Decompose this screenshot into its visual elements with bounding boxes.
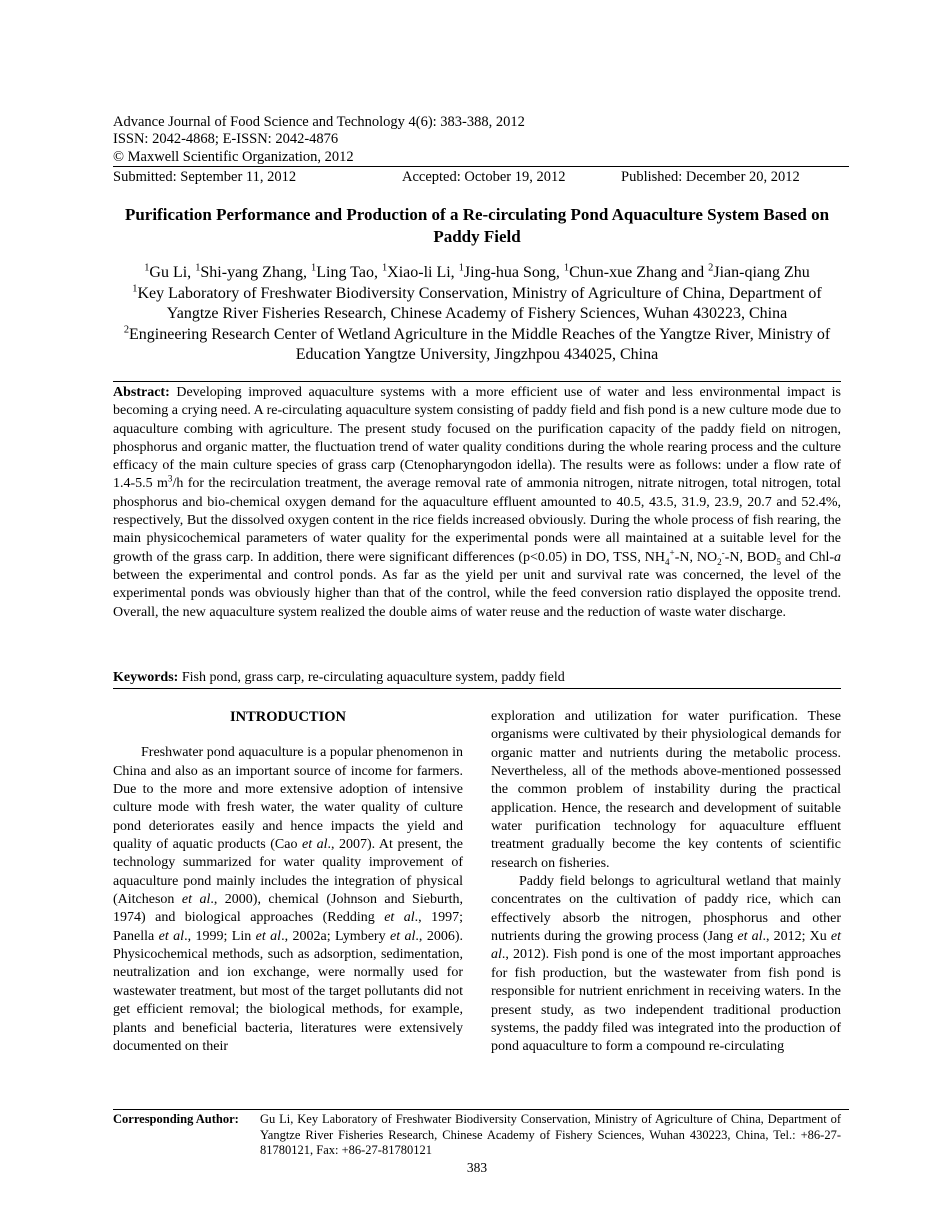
keywords: Keywords: Fish pond, grass carp, re-circulating aquaculture system, paddy field xyxy=(113,670,565,685)
section-heading-introduction: INTRODUCTION xyxy=(229,709,346,725)
published-date: Published: December 20, 2012 xyxy=(621,169,800,185)
submitted-date: Submitted: September 11, 2012 xyxy=(113,169,297,185)
corresponding-author xyxy=(113,1112,841,1159)
footer-rule xyxy=(113,1109,849,1110)
affiliation-2: $^2$Engineering Research Center of Wetland Agriculture in the Middle Reaches of the Yangtze River, Ministry of Education Yangtze University, Jingzhpou 434025, China xyxy=(123,324,831,363)
journal-name: Advance Journal of Food Science and Technology 4(6): 383-388, 2012 xyxy=(113,114,525,130)
intro-paragraph-1-continued: exploration and utilization for water purification. These organisms were cultivated by their physiological demands for organic matter and nutrients during the metabolic process. Nevertheless, all of the methods above-mentioned possessed the common problem of instability during the practical application. Hence, the research and development of suitable water purification technology for aquaculture effluent treatment gradually become the key contents of scientific research on fisheries. xyxy=(491,709,841,871)
author-list: $^1$Gu Li, $^1$Shi-yang Zhang, $^1$Ling Tao, $^1$Xiao-li Li, $^1$Jing-hua Song, $^1$Chun-xue Zhang and $^2$Jian-qiang Zhu xyxy=(144,262,810,281)
accepted-date: Accepted: October 19, 2012 xyxy=(402,169,566,185)
left-column xyxy=(113,708,463,1056)
intro-paragraph-2: Paddy field belongs to agricultural wetland that mainly concentrates on the cultivation of paddy rice, which can effectively absorb the nitrogen, phosphorus and other nutrients during the growing process (Jang et al., 2012; Xu et al., 2012). Fish pond is one of the most important approaches for fish production, but the wastewater from fish pond is responsible for nutrient enrichment in receiving waters. In the present study, as two independent traditional production systems, the paddy filed was integrated into the production of pond aquaculture to form a compound re-circulating xyxy=(491,874,842,1055)
abstract-top-rule xyxy=(113,381,841,382)
header-rule xyxy=(113,166,849,167)
corresponding-author-label: Corresponding Author: xyxy=(113,1112,239,1126)
page-number: 383 xyxy=(466,1160,488,1175)
abstract: Abstract: Developing improved aquaculture systems with a more efficient use of water and less environmental impact is becoming a crying need. A re-circulating aquaculture system consisting of paddy field and fish pond is a new culture mode due to aquaculture combing with agriculture. The present study focused on the purification capacity of the paddy field on nitrogen, phosphorus and organic matter, the fluctuation trend of water quality conditions during the whole rearing process and the culture efficacy of the main culture species of grass carp (Ctenopharyngodon idella). The results were as follows: under a flow rate of 1.4-5.5 $m^3/h$ for the recirculation treatment, the average removal rate of ammonia nitrogen, nitrate nitrogen, total nitrogen, total phosphorus and bio-chemical oxygen demand for the aquaculture effluent amounted to 40.5, 43.5, 31.9, 23.9, 20.7 and 52.4%, respectively, But the dissolved oxygen content in the rice fields increased obviously. During the whole process of fish rearing, the main physicochemical parameters of water quality for the experimental ponds were all maintained at a suitable level for the growth of the grass carp. In addition, there were significant differences (p<0.05) in DO, TSS, $NH_4^+-N$, $NO_2^--N$, $BOD_5$ and Chl-a between the experimental and control ponds. As far as the yield per unit and survival rate was concerned, the level of the experimental ponds was obviously higher than that of the control, while the feed conversion ratio displayed the opposite trend. Overall, the new aquaculture system realized the double aims of water reuse and the reduction of waste water discharge. xyxy=(113,385,842,620)
paper-title: Purification Performance and Production of a Re-circulating Pond Aquaculture System Based on Paddy Field xyxy=(124,205,830,246)
corresponding-author-text: Gu Li, Key Laboratory of Freshwater Biodiversity Conservation, Ministry of Agriculture of China, Department of Yangtze River Fisheries Research, Chinese Academy of Fishery Sciences, Wuhan 430223, China, Tel.: +86-27-81780121, Fax: +86-27-81780121 xyxy=(260,1112,841,1157)
keywords-rule xyxy=(113,688,841,689)
issn: ISSN: 2042-4868; E-ISSN: 2042-4876 xyxy=(113,131,339,147)
affiliation-1: $^1$Key Laboratory of Freshwater Biodiversity Conservation, Ministry of Agriculture of China, Department of Yangtze River Fisheries Research, Chinese Academy of Fishery Sciences, Wuhan 430223, China xyxy=(132,283,822,322)
right-column xyxy=(491,708,841,1057)
intro-paragraph-1: Freshwater pond aquaculture is a popular phenomenon in China and also as an important source of income for farmers. Due to the more and more extensive adoption of intensive culture mode with fresh water, the water quality of culture pond deteriorates easily and hence impacts the yield and quality of aquatic products (Cao et al., 2007). At present, the technology summarized for water quality improvement of aquaculture pond mainly includes the integration of physical (Aitcheson et al., 2000), chemical (Johnson and Sieburth, 1974) and biological approaches (Redding et al., 1997; Panella et al., 1999; Lin et al., 2002a; Lymbery et al., 2006). Physicochemical methods, such as adsorption, sedimentation, neutralization and ion exchange, were normally used for wastewater treatment, but most of the target pollutants did not get efficient removal; the biological methods, for example, plants and beneficial bacteria, literatures were extensively documented on their xyxy=(113,745,463,1054)
author-block xyxy=(113,263,841,366)
copyright: © Maxwell Scientific Organization, 2012 xyxy=(113,149,354,165)
